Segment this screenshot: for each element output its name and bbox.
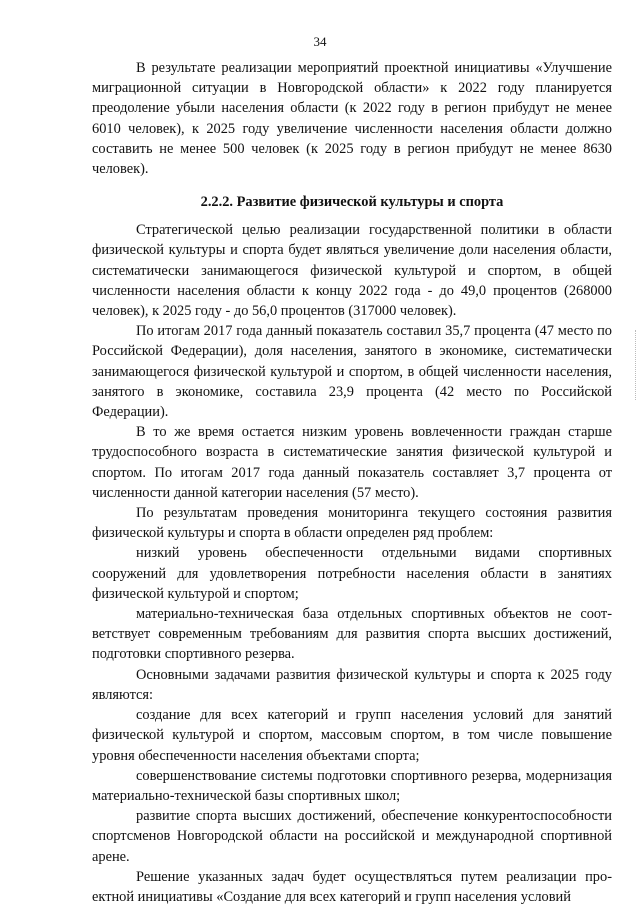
task-item: совершенствование системы подготовки спортивного резерва, модернизация материально-технической базы спортивных школ; xyxy=(92,767,612,804)
intro-paragraph: В результате реализации мероприятий проектной инициативы «Улучшение миграционной ситуации в Новгородской области» к 2022 году планируется преодоление убыли населения области (к 2022 году в регион прибудут не менее 6010 человек), к 2025 году увеличение численности населения области должно составить не менее 500 человек (к 2025 году в регион прибудут не менее 8630 человек). xyxy=(92,60,612,178)
scan-edge-mark xyxy=(634,330,636,400)
page-body xyxy=(92,58,612,907)
paragraph: По результатам проведения мониторинга текущего состояния развития физической культуры и спорта в области определен ряд проблем: xyxy=(92,505,612,542)
paragraph: Основными задачами развития физической культуры и спорта к 2025 году являются: xyxy=(92,666,612,703)
paragraph: Стратегической целью реализации государственной политики в области физической культуры и спорта будет являться увеличение доли населения области, систематически занимающегося физической культурой и спортом, в общей численности населения области к концу 2022 года - до 49,0 процентов (268000 человек), к 2025 году - до 56,0 процентов (317000 человек). xyxy=(92,222,612,320)
section-heading: 2.2.2. Развитие физической культуры и спорта xyxy=(200,194,504,211)
task-item: создание для всех категорий и групп населения условий для занятий физической культурой и спортом, массовым спортом, в том числе повышение уровня обеспеченности населения объектами спорта; xyxy=(92,707,612,764)
paragraph: По итогам 2017 года данный показатель составил 35,7 процента (47 место по Российской Федерации), доля населения, занятого в экономике, систематически занимающегося физической культурой и спортом, в общей численности населения, занятого в экономике, составила 23,9 процента (42 место по Российской Федерации). xyxy=(92,323,612,421)
paragraph: В то же время остается низким уровень вовлеченности граждан старше трудоспособного возраста в систематические занятия физической культурой и спортом. По итогам 2017 года данный показатель составляет 3,7 процента от численности данной категории населения (57 место). xyxy=(92,424,612,501)
problem-item: материально-техническая база отдельных спортивных объектов не соответствует современным требованиям для развития спорта высших достижений, подготовки спортивного резерва. xyxy=(92,606,612,663)
page-number: 34 xyxy=(313,34,327,49)
task-item: развитие спорта высших достижений, обеспечение конкурентоспособности спортсменов Новгородской области на российской и международной спортивной арене. xyxy=(92,808,612,865)
paragraph: Решение указанных задач будет осуществляться путем реализации проектной инициативы «Создание для всех категорий и групп населения условий xyxy=(92,868,612,905)
problem-item: низкий уровень обеспеченности отдельными видами спортивных сооружений для удовлетворения потребности населения области в занятиях физической культурой и спортом; xyxy=(92,545,612,602)
